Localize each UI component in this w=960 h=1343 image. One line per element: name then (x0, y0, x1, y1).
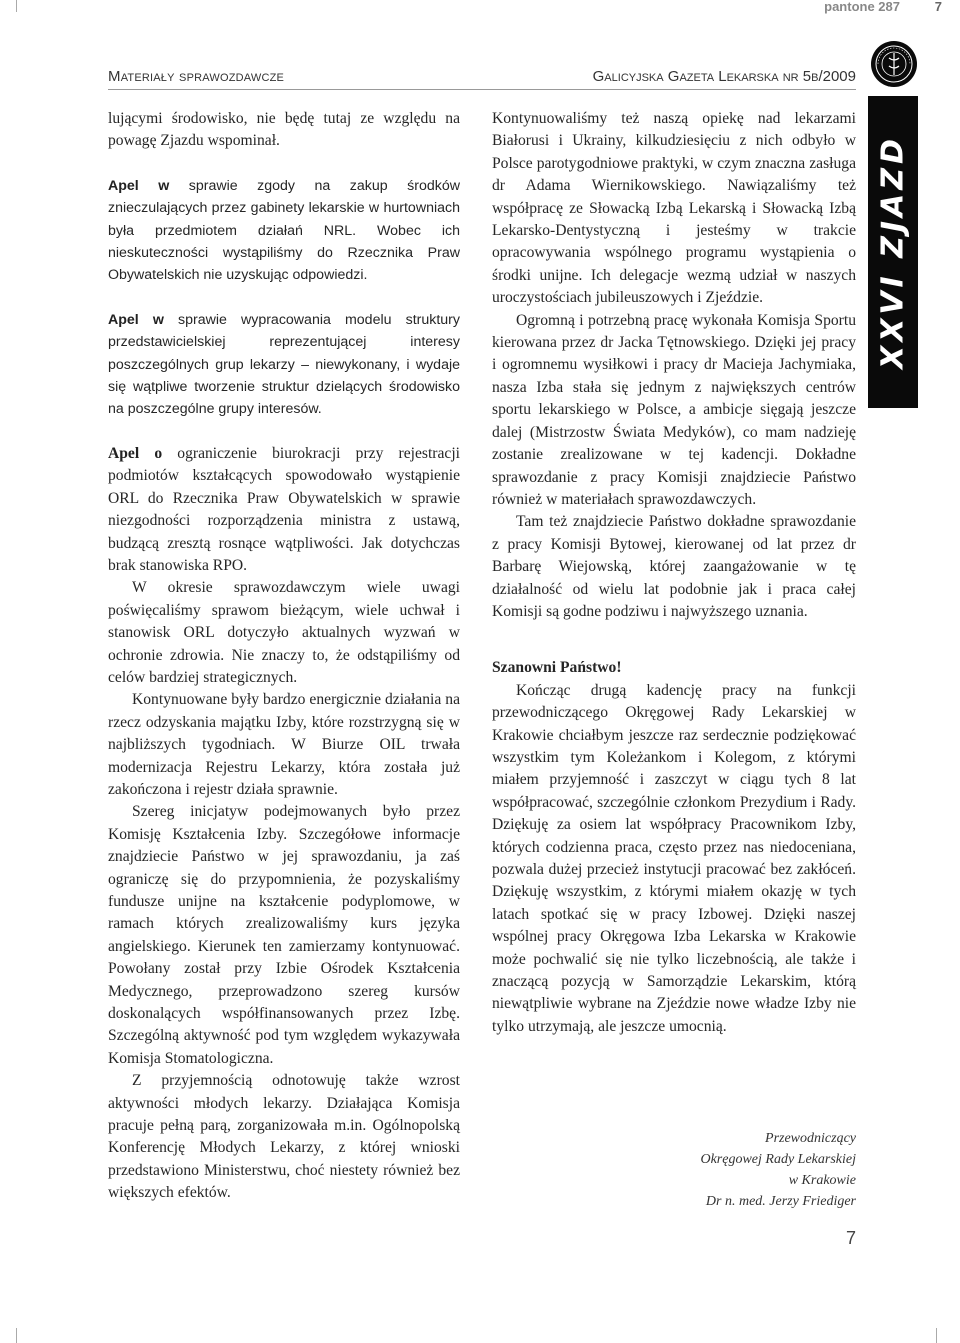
signature-line: Dr n. med. Jerzy Friediger (705, 1194, 856, 1209)
signature-line: Przewodniczący (765, 1131, 856, 1146)
paragraph: Kontynuowaliśmy też naszą opiekę nad lekarzami Białorusi i Ukrainy, kilkudziesięciu z nich odbyło w Polsce parotygodniowe praktyki, w czym znaczna zasługa dr Adama Wiernikowskiego. Nawiązaliśmy też współpracę ze Słowacką Izbą Lekarską i Słowacką Izbą Lekarsko-Dentystyczną i jesteśmy w trakcie opracowywania wspólnego programu wystąpienia o środki unijne. Ich delegacje wezmą udział w naszych uroczystościach jubileuszowych i Zjeździe. (492, 110, 856, 307)
paragraph: Tam też znajdziecie Państwo dokładne sprawozdanie z pracy Komisji Bytowej, kierowanej od lat przez dr Barbarę Wiejowską, której zaangażowanie w tę działalność od wielu lat podobnie jak i praca całej Komisji są godne podziwu i najwyższego uznania. (492, 513, 856, 620)
print-strip (0, 0, 960, 14)
right-column (492, 108, 856, 1038)
appeal-paragraph (108, 309, 460, 421)
paragraph: Z przyjemnością odnotowuję także wzrost aktywności młodych lekarzy. Działająca Komisja pracuje pełną parą, zorganizowała m.in. Ogólnopolską Konferencję Młodych Lekarzy, z której wnioski przedstawiono Ministerstwu, choć niestety również bez większych efektów. (108, 1072, 460, 1202)
left-column (108, 108, 460, 1205)
appeal-lead: Apel o (108, 444, 163, 462)
paragraph: Szereg inicjatyw podejmowanych było przez Komisję Kształcenia Izby. Szczegółowe informacje znajdziecie Państwo w jej sprawozdaniu, ja zaś ograniczę się do przypomnienia, że pozyskaliśmy fundusze unijne na kształcenie podyplomowe, w ramach których zrealizowaliśmy kurs języka angielskiego. Kierunek ten zamierzamy kontynuować. Powołany został przy Izbie Ośrodek Kształcenia Medycznego, przeprowadzono szereg kursów doskonalących współfinansowanych przez Izbę. Szczególną aktywność pod tym względem wykazywała Komisja Stomatologiczna. (108, 803, 460, 1067)
running-header-right: Galicyjska Gazeta Lekarska nr 5b/2009 (592, 68, 856, 85)
seal-logo-icon (870, 40, 918, 88)
crop-mark (16, 0, 17, 12)
signature-line: Okręgowej Rady Lekarskiej (700, 1152, 856, 1167)
crop-mark (16, 1328, 17, 1343)
appeal-lead: Apel w (108, 311, 164, 328)
header-rule (108, 89, 856, 90)
seal-logo (870, 40, 918, 88)
appeal-paragraph (108, 175, 460, 287)
paragraph: W okresie sprawozdawczym wiele uwagi poświęcaliśmy sprawom bieżącym, wiele uchwał i stanowisk ORL dotyczyło aktualnych wyzwań w ochronie zdrowia. Nie znaczy to, że odstąpiliśmy od celów bardziej strategicznych. (108, 579, 460, 686)
paragraph: Ogromną i potrzebną pracę wykonała Komisja Sportu kierowana przez dr Jacka Tętnowskiego. Dzięki jej pracy i ogromnemu wysiłkowi i pracy dr Macieja Jachymiaka, nasza Izba stała się jednym z największych centrów sportu lekarskiego w Polsce, a ambicje sięgają jeszcze dalej (Mistrzostw Świata Medyków), co mam nadzieję zostanie zrealizowane w tej kadencji. Dokładne sprawozdanie z pracy Komisji znajdziecie Państwo również w materiałach sprawozdawczych. (492, 311, 856, 508)
crop-mark (936, 1328, 937, 1343)
appeal-text: sprawie zgody na zakup środków znieczulających przez gabinety lekarskie w hurtowniach była przedmiotem działań NRL. Wobec ich nieskuteczności wystąpiliśmy do Rzecznika Praw Obywatelskich nie uzyskując odpowiedzi. (108, 177, 460, 284)
paragraph: lującymi środowisko, nie będę tutaj ze względu na powagę Zjazdu wspominał. (108, 110, 460, 150)
closing-heading: Szanowni Państwo! (492, 659, 622, 677)
signature-block (700, 1128, 856, 1212)
appeal-paragraph (108, 443, 460, 577)
appeal-text: ograniczenie biurokracji przy rejestracji podmiotów kształcących spowodowało wystąpienie ORL do Rzecznika Praw Obywatelskich w sprawie niezgodności rozporządzenia ministra z ustawą, budzącą zresztą rosnące wątpliwości. Jak dotychczas brak stanowiska RPO. (108, 444, 460, 574)
closing-paragraph: Kończąc drugą kadencję pracy na funkcji przewodniczącego Okręgowej Rady Lekarskiej w Krakowie chciałbym jeszcze raz serdecznie podziękować wszystkim tym Koleżankom i Kolegom, z którymi miałem przyjemność i zaszczyt w ciągu tych 8 lat współpracować, szczególnie członkom Prezydium i Rady. Dziękuję za osiem lat współpracy Pracownikom Izby, których codzienna praca, często przez nas niedoceniana, pozwala dużej przecież instytucji pracować bez zakłóceń. Dziękuję wszystkim, z którymi miałem okazję w tych latach spotkać się w pracy Izbowej. Dzięki naszej wspólnej pracy Okręgowa Izba Lekarska w Krakowie może pochwalić się nie tylko liczebnością, ale także i znaczącą pozycją w Samorządzie Lekarskim, którą niewątpliwie wybrane na Zjeździe nowe władze Izby nie tylko utrzymają, ale jeszcze umocnią. (492, 681, 856, 1035)
signature-line: w Krakowie (788, 1173, 856, 1188)
section-sidebar (868, 96, 918, 408)
sidebar-title: XXVI ZJAZD (875, 135, 911, 369)
appeal-lead: Apel w (108, 177, 170, 194)
paragraph: Kontynuowane były bardzo energicznie działania na rzecz odzyskania majątku Izby, które rozstrzygną się w najbliższych tygodniach. W Biurze OIL trwała modernizacja Rejestru Lekarzy, która została już zakończona i rejestr działa sprawnie. (108, 691, 460, 798)
pantone-mark: pantone 287 (824, 0, 900, 14)
page-number: 7 (845, 1228, 856, 1248)
appeal-text: sprawie wypracowania modelu struktury przedstawicielskiej reprezentującej interesy poszczególnych grup lekarzy – niewykonany, i wydaje się wątpliwe tworzenie struktur dzielących środowisko na poszczególne grupy interesów. (108, 311, 460, 418)
print-page-number: 7 (934, 0, 942, 14)
running-header-left: Materiały sprawozdawcze (108, 68, 285, 85)
